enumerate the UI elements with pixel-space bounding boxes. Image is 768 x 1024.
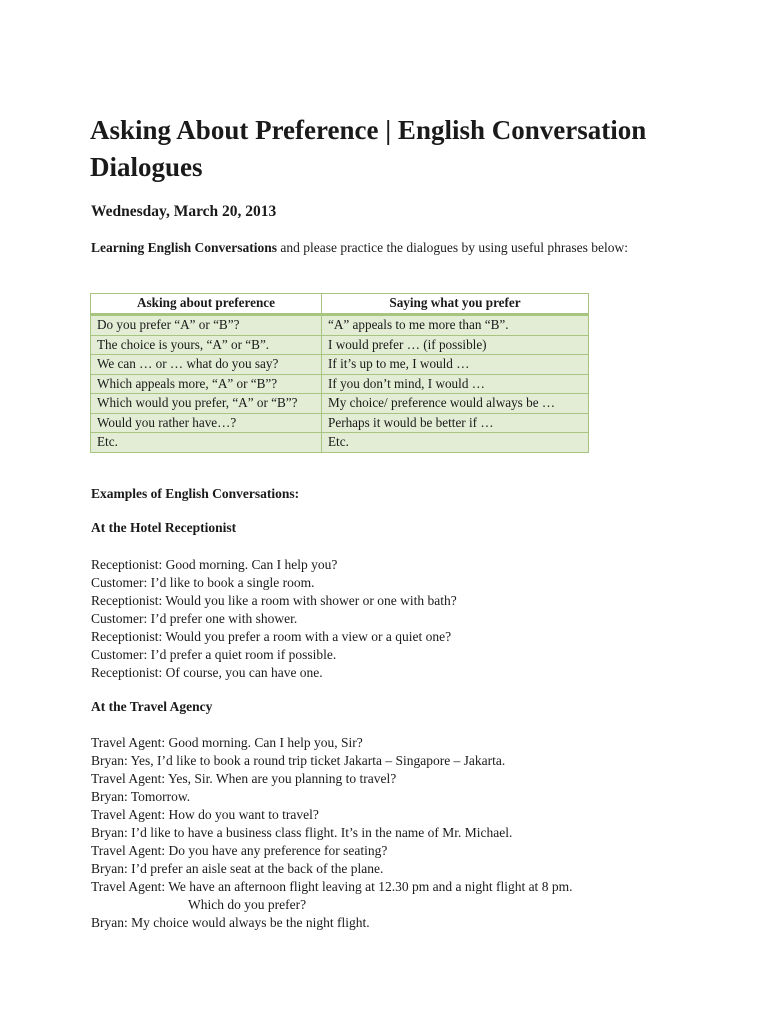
table-cell: The choice is yours, “A” or “B”. xyxy=(91,335,322,355)
table-row xyxy=(91,413,589,433)
post-date: Wednesday, March 20, 2013 xyxy=(91,203,277,220)
table-row xyxy=(91,394,589,414)
dialogue-line: Bryan: Tomorrow. xyxy=(91,789,191,804)
dialogue-line: Bryan: Yes, I’d like to book a round trip ticket Jakarta – Singapore – Jakarta. xyxy=(91,753,506,768)
dialogue-line: Travel Agent: How do you want to travel? xyxy=(91,807,319,822)
table-cell: Etc. xyxy=(322,433,589,453)
intro-paragraph xyxy=(91,239,661,257)
dialogue-line: Receptionist: Would you prefer a room with a view or a quiet one? xyxy=(91,629,452,644)
table-row xyxy=(91,433,589,453)
dialogue-line: Bryan: My choice would always be the night flight. xyxy=(91,915,370,930)
table-cell: Which would you prefer, “A” or “B”? xyxy=(91,394,322,414)
dialogue-line: Customer: I’d prefer a quiet room if possible. xyxy=(91,647,337,662)
travel-dialogue xyxy=(91,734,572,932)
table-cell: If it’s up to me, I would … xyxy=(322,355,589,375)
table-cell: We can … or … what do you say? xyxy=(91,355,322,375)
dialogue-line-continued: Which do you prefer? xyxy=(188,897,307,912)
intro-text: and please practice the dialogues by using useful phrases below: xyxy=(277,240,628,255)
table-cell: Etc. xyxy=(91,433,322,453)
travel-heading: At the Travel Agency xyxy=(91,699,213,714)
dialogue-line: Travel Agent: Do you have any preference for seating? xyxy=(91,843,388,858)
table-row xyxy=(91,315,589,336)
dialogue-line: Bryan: I’d prefer an aisle seat at the back of the plane. xyxy=(91,861,384,876)
table-header-asking: Asking about preference xyxy=(91,294,322,315)
dialogue-line: Receptionist: Would you like a room with shower or one with bath? xyxy=(91,593,457,608)
table-cell: I would prefer … (if possible) xyxy=(322,335,589,355)
table-header-row xyxy=(91,294,589,315)
intro-bold: Learning English Conversations xyxy=(91,240,278,255)
table-cell: Would you rather have…? xyxy=(91,413,322,433)
dialogue-line: Receptionist: Of course, you can have one. xyxy=(91,665,323,680)
table-row xyxy=(91,374,589,394)
dialogue-line: Travel Agent: We have an afternoon flight leaving at 12.30 pm and a night flight at 8 pm. xyxy=(91,879,573,894)
page-title: Asking About Preference | English Conversation Dialogues xyxy=(90,115,647,182)
table-row xyxy=(91,355,589,375)
table-cell: My choice/ preference would always be … xyxy=(322,394,589,414)
dialogue-line: Receptionist: Good morning. Can I help you? xyxy=(91,557,338,572)
dialogue-line: Customer: I’d like to book a single room. xyxy=(91,575,315,590)
table-row xyxy=(91,335,589,355)
hotel-heading: At the Hotel Receptionist xyxy=(91,520,237,535)
dialogue-line: Travel Agent: Good morning. Can I help you, Sir? xyxy=(91,735,363,750)
dialogue-line: Travel Agent: Yes, Sir. When are you planning to travel? xyxy=(91,771,397,786)
hotel-dialogue xyxy=(91,556,457,682)
phrases-table xyxy=(90,293,589,453)
table-cell: Perhaps it would be better if … xyxy=(322,413,589,433)
dialogue-line: Bryan: I’d like to have a business class flight. It’s in the name of Mr. Michael. xyxy=(91,825,513,840)
dialogue-line: Customer: I’d prefer one with shower. xyxy=(91,611,298,626)
table-cell: If you don’t mind, I would … xyxy=(322,374,589,394)
examples-heading: Examples of English Conversations: xyxy=(91,486,300,501)
table-cell: Do you prefer “A” or “B”? xyxy=(91,315,322,336)
table-cell: Which appeals more, “A” or “B”? xyxy=(91,374,322,394)
table-cell: “A” appeals to me more than “B”. xyxy=(322,315,589,336)
table-header-saying: Saying what you prefer xyxy=(322,294,589,315)
